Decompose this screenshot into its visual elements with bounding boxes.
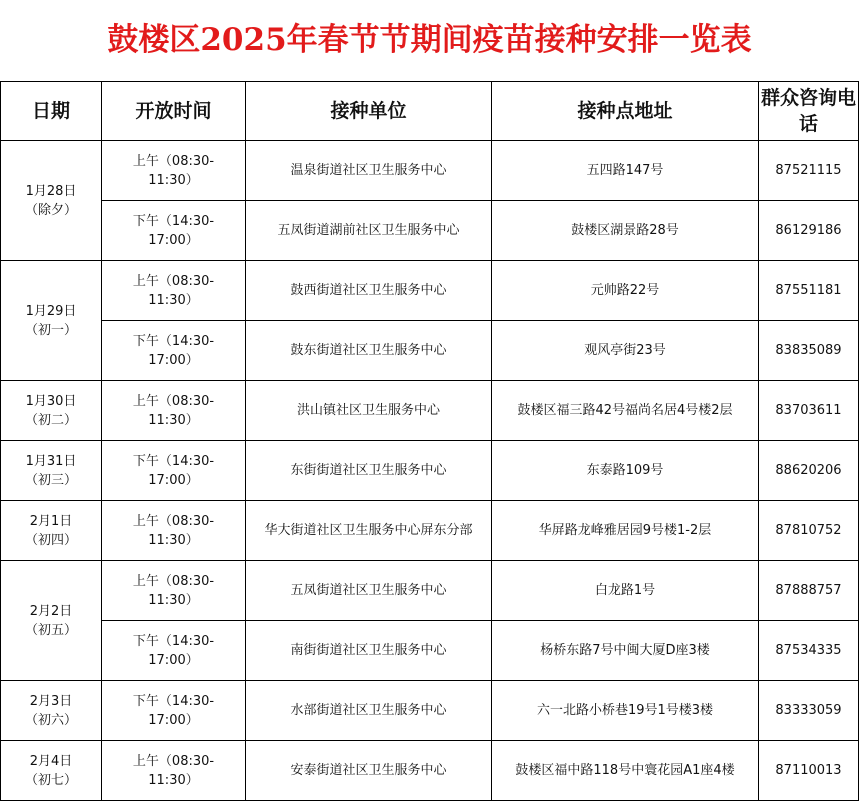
address-cell: 观风亭街23号 bbox=[492, 321, 759, 381]
date-label: 2月3日 bbox=[29, 693, 73, 709]
unit-cell: 鼓东街道社区卫生服务中心 bbox=[246, 321, 492, 381]
lunar-day-label: （初四） bbox=[24, 532, 77, 548]
unit-cell: 鼓西街道社区卫生服务中心 bbox=[246, 261, 492, 321]
phone-cell: 87888757 bbox=[759, 561, 859, 621]
address-cell: 元帅路22号 bbox=[492, 261, 759, 321]
time-start: 下午（14:30- bbox=[132, 453, 215, 469]
date-label: 2月1日 bbox=[29, 513, 73, 529]
unit-cell: 五凤街道湖前社区卫生服务中心 bbox=[246, 201, 492, 261]
time-end: 17:00） bbox=[148, 472, 199, 488]
time-cell bbox=[102, 501, 246, 561]
phone-cell: 87551181 bbox=[759, 261, 859, 321]
address-cell: 鼓楼区湖景路28号 bbox=[492, 201, 759, 261]
date-label: 2月2日 bbox=[29, 603, 73, 619]
date-cell bbox=[1, 141, 102, 261]
time-cell bbox=[102, 201, 246, 261]
time-end: 17:00） bbox=[148, 352, 199, 368]
table-row bbox=[1, 321, 859, 381]
time-start: 上午（08:30- bbox=[132, 393, 215, 409]
phone-cell: 83333059 bbox=[759, 681, 859, 741]
date-label: 1月30日 bbox=[25, 393, 77, 409]
address-cell: 五四路147号 bbox=[492, 141, 759, 201]
time-start: 下午（14:30- bbox=[132, 213, 215, 229]
lunar-day-label: （除夕） bbox=[24, 202, 77, 218]
header-time: 开放时间 bbox=[102, 82, 246, 141]
table-row bbox=[1, 741, 859, 801]
time-cell bbox=[102, 141, 246, 201]
address-cell: 鼓楼区福三路42号福尚名居4号楼2层 bbox=[492, 381, 759, 441]
table-header-row bbox=[1, 82, 859, 141]
time-end: 11:30） bbox=[148, 592, 199, 608]
time-start: 上午（08:30- bbox=[132, 153, 215, 169]
lunar-day-label: （初五） bbox=[24, 622, 77, 638]
header-unit: 接种单位 bbox=[246, 82, 492, 141]
time-start: 上午（08:30- bbox=[132, 273, 215, 289]
time-start: 上午（08:30- bbox=[132, 573, 215, 589]
time-end: 11:30） bbox=[148, 772, 199, 788]
phone-cell: 88620206 bbox=[759, 441, 859, 501]
unit-cell: 华大街道社区卫生服务中心屏东分部 bbox=[246, 501, 492, 561]
address-cell: 东泰路109号 bbox=[492, 441, 759, 501]
time-cell bbox=[102, 621, 246, 681]
unit-cell: 南街街道社区卫生服务中心 bbox=[246, 621, 492, 681]
time-cell bbox=[102, 441, 246, 501]
phone-cell: 86129186 bbox=[759, 201, 859, 261]
lunar-day-label: （初七） bbox=[24, 772, 77, 788]
unit-cell: 五凤街道社区卫生服务中心 bbox=[246, 561, 492, 621]
lunar-day-label: （初一） bbox=[24, 322, 77, 338]
time-cell bbox=[102, 681, 246, 741]
time-end: 11:30） bbox=[148, 412, 199, 428]
lunar-day-label: （初三） bbox=[24, 472, 77, 488]
table-row bbox=[1, 621, 859, 681]
table-row bbox=[1, 561, 859, 621]
phone-cell: 83703611 bbox=[759, 381, 859, 441]
date-label: 1月29日 bbox=[25, 303, 77, 319]
table-row bbox=[1, 441, 859, 501]
phone-cell: 87521115 bbox=[759, 141, 859, 201]
time-end: 17:00） bbox=[148, 652, 199, 668]
time-cell bbox=[102, 261, 246, 321]
unit-cell: 东街街道社区卫生服务中心 bbox=[246, 441, 492, 501]
time-end: 17:00） bbox=[148, 712, 199, 728]
time-end: 17:00） bbox=[148, 232, 199, 248]
date-cell bbox=[1, 441, 102, 501]
address-cell: 杨桥东路7号中闽大厦D座3楼 bbox=[492, 621, 759, 681]
vaccination-schedule-table bbox=[0, 81, 859, 801]
table-row bbox=[1, 381, 859, 441]
time-end: 11:30） bbox=[148, 172, 199, 188]
address-cell: 六一北路小桥巷19号1号楼3楼 bbox=[492, 681, 759, 741]
table-row bbox=[1, 261, 859, 321]
address-cell: 白龙路1号 bbox=[492, 561, 759, 621]
phone-cell: 87110013 bbox=[759, 741, 859, 801]
time-cell bbox=[102, 381, 246, 441]
date-cell bbox=[1, 381, 102, 441]
date-label: 2月4日 bbox=[29, 753, 73, 769]
phone-cell: 83835089 bbox=[759, 321, 859, 381]
unit-cell: 水部街道社区卫生服务中心 bbox=[246, 681, 492, 741]
date-cell bbox=[1, 501, 102, 561]
address-cell: 华屏路龙峰雅居园9号楼1-2层 bbox=[492, 501, 759, 561]
date-cell bbox=[1, 561, 102, 681]
table-body bbox=[1, 141, 859, 801]
table-row bbox=[1, 501, 859, 561]
time-start: 上午（08:30- bbox=[132, 513, 215, 529]
unit-cell: 洪山镇社区卫生服务中心 bbox=[246, 381, 492, 441]
time-start: 上午（08:30- bbox=[132, 753, 215, 769]
time-start: 下午（14:30- bbox=[132, 333, 215, 349]
lunar-day-label: （初六） bbox=[24, 712, 77, 728]
header-phone: 群众咨询电话 bbox=[759, 82, 859, 141]
date-cell bbox=[1, 681, 102, 741]
header-address: 接种点地址 bbox=[492, 82, 759, 141]
time-cell bbox=[102, 741, 246, 801]
table-row bbox=[1, 201, 859, 261]
unit-cell: 温泉街道社区卫生服务中心 bbox=[246, 141, 492, 201]
table-row bbox=[1, 141, 859, 201]
date-label: 1月31日 bbox=[25, 453, 77, 469]
address-cell: 鼓楼区福中路118号中寰花园A1座4楼 bbox=[492, 741, 759, 801]
phone-cell: 87810752 bbox=[759, 501, 859, 561]
time-cell bbox=[102, 561, 246, 621]
unit-cell: 安泰街道社区卫生服务中心 bbox=[246, 741, 492, 801]
table-row bbox=[1, 681, 859, 741]
phone-cell: 87534335 bbox=[759, 621, 859, 681]
time-start: 下午（14:30- bbox=[132, 693, 215, 709]
date-label: 1月28日 bbox=[25, 183, 77, 199]
page-title: 鼓楼区2025年春节节期间疫苗接种安排一览表 bbox=[107, 22, 752, 58]
date-cell bbox=[1, 741, 102, 801]
time-end: 11:30） bbox=[148, 532, 199, 548]
time-start: 下午（14:30- bbox=[132, 633, 215, 649]
lunar-day-label: （初二） bbox=[24, 412, 77, 428]
time-cell bbox=[102, 321, 246, 381]
date-cell bbox=[1, 261, 102, 381]
header-date: 日期 bbox=[1, 82, 102, 141]
time-end: 11:30） bbox=[148, 292, 199, 308]
